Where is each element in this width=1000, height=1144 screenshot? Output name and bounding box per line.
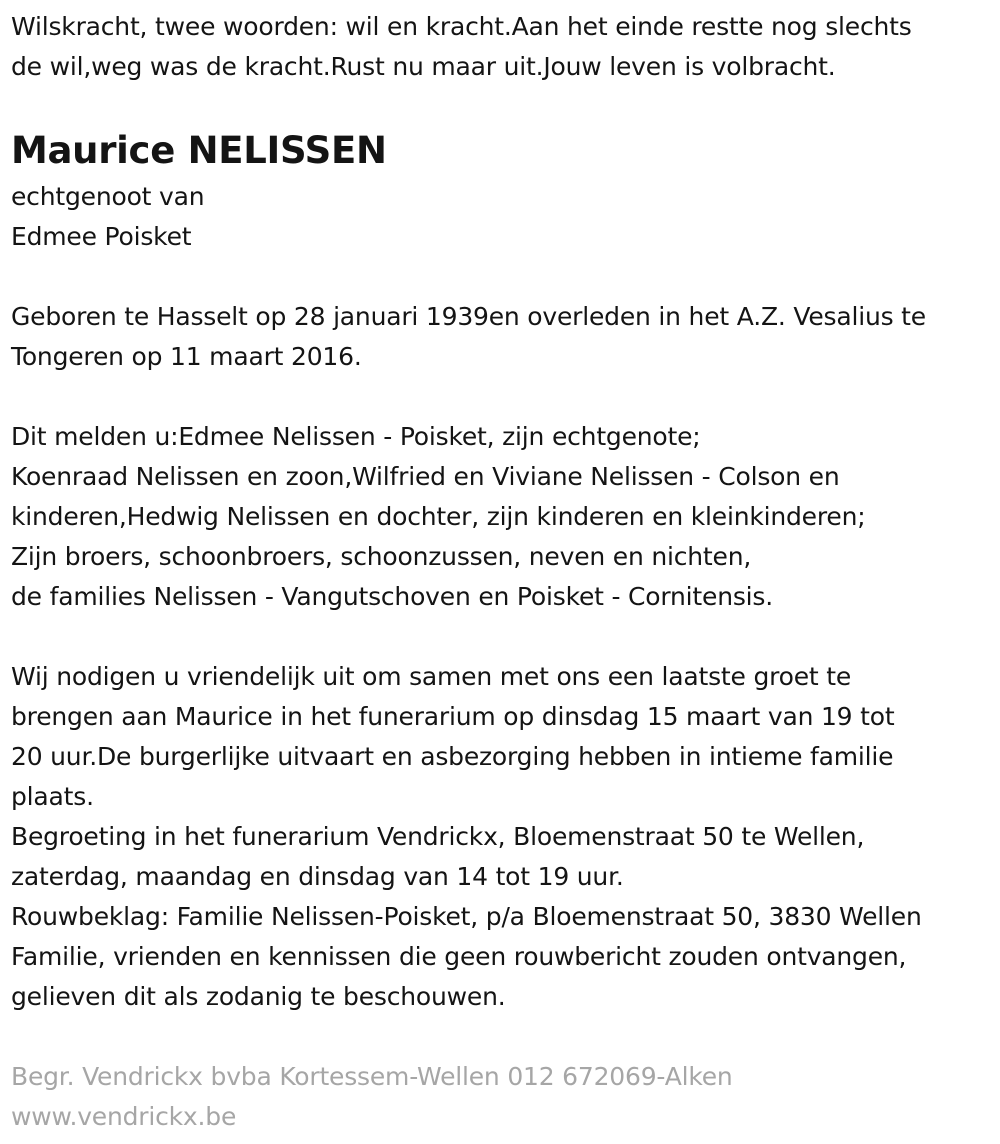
undertaker-info: Begr. Vendrickx bvba Kortessem-Wellen 012 672069-Alken — [11, 1062, 733, 1091]
invitation-line: Begroeting in het funerarium Vendrickx, Bloemenstraat 50 te Wellen, — [11, 822, 865, 851]
invitation-line: gelieven dit als zodanig te beschouwen. — [11, 982, 506, 1011]
birth-death-block — [11, 297, 996, 377]
relation-text: echtgenoot van — [11, 182, 205, 211]
family-line: kinderen,Hedwig Nelissen en dochter, zijn kinderen en kleinkinderen; — [11, 502, 866, 531]
footer — [11, 1057, 996, 1137]
website-link[interactable]: www.vendrickx.be — [11, 1102, 237, 1131]
birth-death-line: Tongeren op 11 maart 2016. — [11, 342, 362, 371]
invitation-line: 20 uur.De burgerlijke uitvaart en asbezorging hebben in intieme familie — [11, 742, 894, 771]
invitation-line: Rouwbeklag: Familie Nelissen-Poisket, p/a Bloemenstraat 50, 3830 Wellen — [11, 902, 922, 931]
deceased-name: Maurice NELISSEN — [11, 129, 387, 172]
invitation-line: Familie, vrienden en kennissen die geen rouwbericht zouden ontvangen, — [11, 942, 907, 971]
family-line: Zijn broers, schoonbroers, schoonzussen, neven en nichten, — [11, 542, 752, 571]
invitation-block — [11, 657, 996, 1017]
invitation-line: zaterdag, maandag en dinsdag van 14 tot 19 uur. — [11, 862, 624, 891]
invitation-line: plaats. — [11, 782, 94, 811]
motto-line: de wil,weg was de kracht.Rust nu maar uit.Jouw leven is volbracht. — [11, 52, 836, 81]
motto-line: Wilskracht, twee woorden: wil en kracht.Aan het einde restte nog slechts — [11, 12, 912, 41]
spouse-name: Edmee Poisket — [11, 222, 192, 251]
motto-block — [11, 7, 996, 87]
family-line: de families Nelissen - Vangutschoven en Poisket - Cornitensis. — [11, 582, 774, 611]
obituary-document — [11, 7, 996, 1137]
family-line: Dit melden u:Edmee Nelissen - Poisket, zijn echtgenote; — [11, 422, 701, 451]
invitation-line: brengen aan Maurice in het funerarium op dinsdag 15 maart van 19 tot — [11, 702, 895, 731]
birth-death-line: Geboren te Hasselt op 28 januari 1939en overleden in het A.Z. Vesalius te — [11, 302, 926, 331]
invitation-line: Wij nodigen u vriendelijk uit om samen met ons een laatste groet te — [11, 662, 852, 691]
family-line: Koenraad Nelissen en zoon,Wilfried en Viviane Nelissen - Colson en — [11, 462, 840, 491]
family-block — [11, 417, 996, 617]
